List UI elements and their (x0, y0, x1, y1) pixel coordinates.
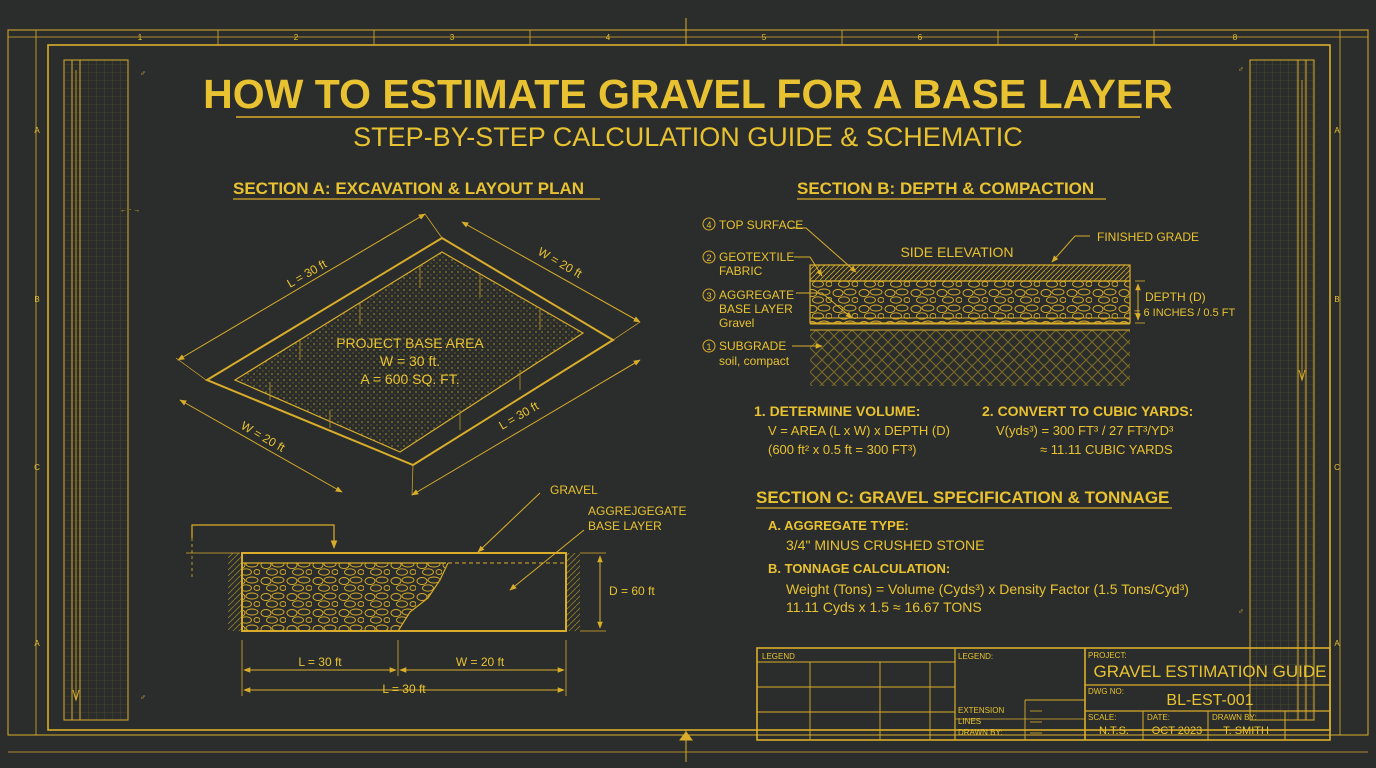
row-letter: A (34, 639, 40, 648)
col-number: 5 (761, 33, 767, 42)
tb-project-value: GRAVEL ESTIMATION GUIDE (1093, 662, 1327, 681)
layer-label: AGGREGATE (719, 288, 795, 302)
row-letter: B (34, 295, 40, 304)
row-letter: A (1334, 639, 1340, 648)
layer-label: Gravel (719, 316, 755, 330)
col-number: 6 (917, 33, 923, 42)
dim-total-label: L = 30 ft (382, 682, 426, 696)
tb-drawn-by-left: DRAWN BY: (958, 728, 1003, 737)
plan-label-bottom-right: L = 30 ft (496, 398, 541, 433)
depth-dim-label: D = 60 ft (609, 584, 655, 598)
row-letter: B (1334, 295, 1340, 304)
plan-center-line-2: W = 30 ft. (379, 353, 441, 369)
row-letter: A (1334, 126, 1340, 135)
layer-num: 1 (706, 342, 712, 352)
svg-text:♂: ♂ (1238, 65, 1244, 74)
section-b-heading: SECTION B: DEPTH & COMPACTION (797, 179, 1095, 198)
col-number: 4 (605, 33, 611, 42)
column-tick-marks (218, 30, 1154, 45)
dim-w-label: W = 20 ft (455, 655, 505, 669)
step1-line-2: (600 ft² x 0.5 ft = 300 FT³) (768, 442, 917, 457)
dim-l-label: L = 30 ft (298, 655, 342, 669)
layer-num: 4 (706, 220, 712, 230)
depth-label-2: = 6 INCHES / 0.5 FT (1134, 307, 1236, 319)
row-letter: C (1334, 463, 1340, 472)
left-grid-strip (64, 60, 146, 720)
layer-label: TOP SURFACE (719, 218, 804, 232)
svg-text:♂: ♂ (140, 69, 146, 78)
page-subtitle: STEP-BY-STEP CALCULATION GUIDE & SCHEMATIC (353, 122, 1023, 152)
step2-line-1: V(yds³) = 300 FT³ / 27 FT³/YD³ (996, 423, 1174, 438)
tonnage-result: 11.11 Cyds x 1.5 ≈ 16.67 TONS (786, 599, 982, 615)
plan-center-line-1: PROJECT BASE AREA (336, 335, 484, 351)
tb-scale-value: N.T.S. (1099, 725, 1129, 737)
tb-date-value: OCT 2023 (1151, 725, 1203, 737)
layer-label: GEOTEXTILE (719, 250, 795, 264)
layer-num: 3 (706, 291, 712, 301)
section-c-heading: SECTION C: GRAVEL SPECIFICATION & TONNAGE (756, 488, 1170, 507)
col-number: 8 (1232, 33, 1238, 42)
layer-callouts (703, 218, 803, 368)
step2-line-2: ≈ 11.11 CUBIC YARDS (1040, 442, 1173, 457)
col-number: 3 (449, 33, 455, 42)
layer-label: BASE LAYER (719, 302, 793, 316)
step2-title: 2. CONVERT TO CUBIC YARDS: (982, 403, 1194, 419)
plan-label-top-right: W = 20 ft (535, 244, 585, 281)
depth-label-1: DEPTH (D) (1145, 290, 1206, 304)
excavation-section (186, 493, 606, 696)
col-number: 1 (137, 33, 143, 42)
tb-extension: EXTENSION (958, 706, 1005, 715)
elevation-title: SIDE ELEVATION (900, 244, 1014, 260)
tb-legend-2: LEGEND: (958, 652, 994, 661)
step1-line-1: V = AREA (L x W) x DEPTH (D) (768, 423, 950, 438)
layer-label: soil, compact (719, 354, 790, 368)
column-numbers (138, 33, 1238, 42)
aggregate-type-value: 3/4" MINUS CRUSHED STONE (786, 537, 985, 553)
tb-legend-1: LEGEND (762, 652, 795, 661)
callout-aggregate-2: BASE LAYER (588, 519, 662, 533)
section-a-heading: SECTION A: EXCAVATION & LAYOUT PLAN (233, 179, 585, 198)
tb-date-label: DATE: (1147, 713, 1170, 722)
tb-project-label: PROJECT: (1088, 651, 1127, 660)
layer-label: FABRIC (719, 264, 763, 278)
col-number: 2 (293, 33, 299, 42)
tonnage-formula: Weight (Tons) = Volume (Cyds³) x Density Factor (1.5 Tons/Cyd³) (786, 581, 1189, 597)
svg-text:← ⋅ →: ← ⋅ → (120, 207, 141, 214)
layer-label: SUBGRADE (719, 339, 787, 353)
finished-grade-label: FINISHED GRADE (1097, 230, 1200, 244)
row-letter: A (34, 126, 40, 135)
layer-num: 2 (706, 253, 712, 263)
page-title: HOW TO ESTIMATE GRAVEL FOR A BASE LAYER (203, 71, 1173, 117)
row-letter: C (34, 463, 40, 472)
plan-label-top-left: L = 30 ft (284, 256, 329, 291)
tb-drawn-by-value: T. SMITH (1223, 725, 1269, 737)
plan-label-bottom-left: W = 20 ft (238, 418, 288, 455)
callout-aggregate-1: AGGREJGEGATE (588, 504, 687, 518)
plan-center-line-3: A = 600 SQ. FT. (360, 371, 460, 387)
tonnage-title: B. TONNAGE CALCULATION: (768, 561, 951, 576)
right-grid-strip (1238, 60, 1314, 720)
step1-title: 1. DETERMINE VOLUME: (754, 403, 921, 419)
tb-scale-label: SCALE: (1088, 713, 1117, 722)
aggregate-type-title: A. AGGREGATE TYPE: (768, 518, 909, 533)
tb-lines: LINES (958, 717, 982, 726)
callout-gravel: GRAVEL (550, 483, 598, 497)
tb-drawn-by-label: DRAWN BY: (1212, 713, 1257, 722)
tb-dwg-value: BL-EST-001 (1166, 692, 1254, 709)
svg-text:♂: ♂ (1238, 607, 1244, 616)
svg-text:♂: ♂ (140, 693, 146, 702)
col-number: 7 (1073, 33, 1079, 42)
tb-dwg-label: DWG NO: (1088, 687, 1124, 696)
